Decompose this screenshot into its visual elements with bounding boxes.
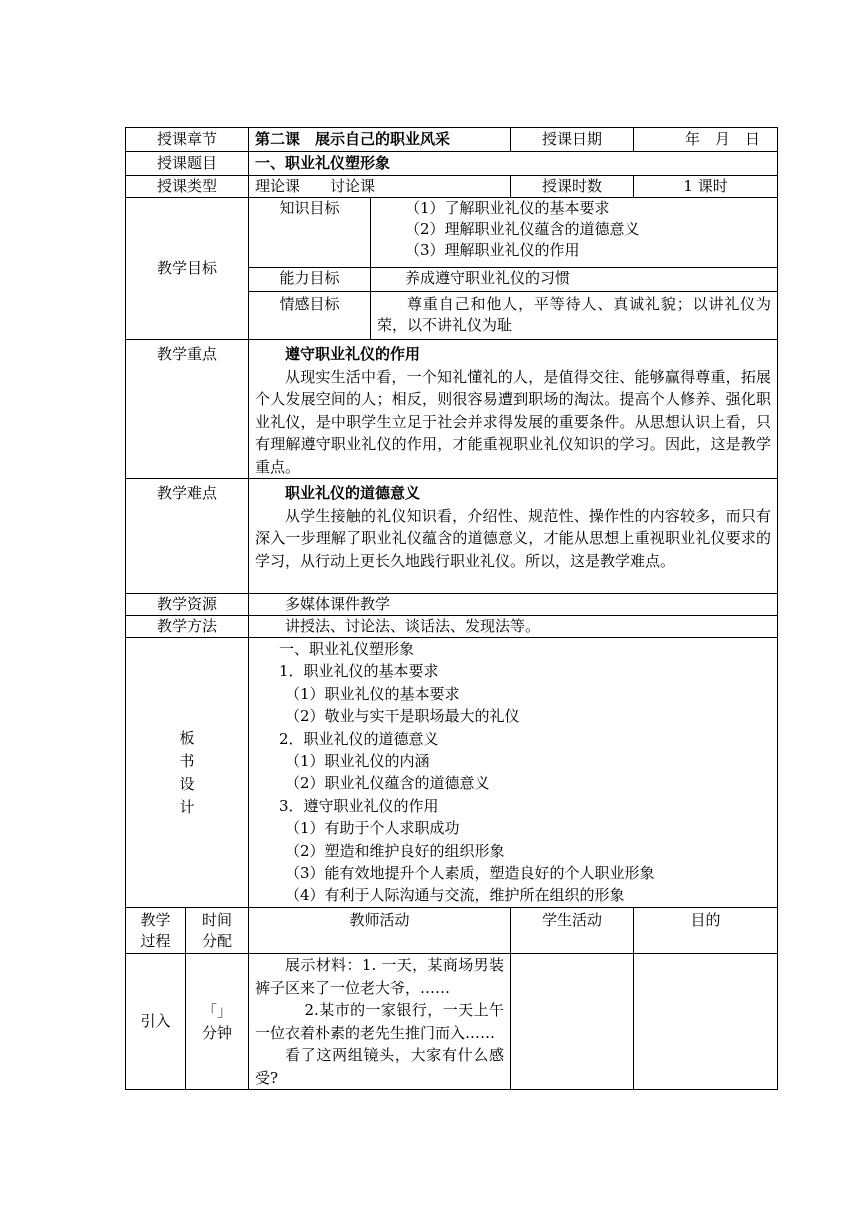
resources-value: 多媒体课件教学 — [249, 594, 778, 616]
board-line: （2）职业礼仪蕴含的道德意义 — [285, 774, 490, 793]
ability-goal-value: 养成遵守职业礼仪的习惯 — [371, 268, 778, 292]
hours-label: 授课时数 — [511, 176, 634, 198]
knowledge-item: （3）理解职业礼仪的作用 — [405, 241, 580, 259]
methods-label: 教学方法 — [126, 616, 249, 638]
intro-teacher-activity — [249, 954, 511, 1090]
resources-label: 教学资源 — [126, 594, 249, 616]
knowledge-goal-label: 知识目标 — [249, 198, 371, 268]
board-label-char: 设 — [179, 774, 195, 793]
purpose-header: 目的 — [634, 908, 778, 954]
objectives-label: 教学目标 — [126, 198, 249, 340]
board-line: （2）敬业与实干是职场最大的礼仪 — [285, 707, 520, 726]
difficulty-content — [249, 479, 778, 594]
knowledge-item: （2）理解职业礼仪蕴含的道德意义 — [405, 220, 640, 238]
topic-value: 一、职业礼仪塑形象 — [249, 152, 778, 176]
lesson-plan-table — [125, 127, 778, 1090]
difficulty-text: 从学生接触的礼仪知识看，介绍性、规范性、操作性的内容较多，而只有深入一步理解了职业礼仪蕴含的道德意义，才能从思想上重视职业礼仪要求的学习，从行动上更长久地践行职业礼仪。所以，这是教学难点。 — [255, 506, 772, 570]
board-line: （1）有助于个人求职成功 — [285, 819, 460, 838]
intro-teacher-line: 2.某市的一家银行，一天上午一位衣着朴素的老先生推门而入…… — [255, 1001, 505, 1042]
intro-time-bracket: 「」 — [202, 1001, 233, 1020]
knowledge-goal-list — [371, 198, 778, 268]
board-line: （1）职业礼仪的内涵 — [285, 752, 430, 771]
process-header-row — [126, 908, 778, 954]
intro-student-activity — [511, 954, 634, 1090]
intro-row — [126, 954, 778, 1090]
knowledge-item: （1）了解职业礼仪的基本要求 — [405, 199, 610, 217]
board-line: （4）有利于人际沟通与交流，维护所在组织的形象 — [285, 886, 625, 905]
board-line: （2）塑造和维护良好的组织形象 — [285, 841, 505, 860]
teacher-activity-header: 教师活动 — [249, 908, 511, 954]
board-design-content — [249, 638, 778, 908]
intro-stage: 引入 — [126, 954, 186, 1090]
date-label: 授课日期 — [511, 128, 634, 152]
resources-row — [126, 594, 778, 616]
chapter-row — [126, 128, 778, 152]
emotion-goal-text: 尊重自己和他人，平等待人、真诚礼貌；以讲礼仪为荣，以不讲礼仪为耻 — [377, 295, 772, 334]
chapter-value: 第二课 展示自己的职业风采 — [249, 128, 511, 152]
process-time-header: 时间分配 — [186, 908, 249, 954]
methods-row — [126, 616, 778, 638]
board-line: （1）职业礼仪的基本要求 — [285, 684, 460, 703]
difficulty-label: 教学难点 — [126, 479, 249, 594]
board-label-char: 计 — [179, 797, 195, 816]
student-activity-header: 学生活动 — [511, 908, 634, 954]
key-point-text: 从现实生活中看，一个知礼懂礼的人，是值得交往、能够赢得尊重，拓展个人发展空间的人；相反，则很容易遭到职场的淘汰。提高个人修养、强化职业礼仪，是中职学生立足于社会并求得发展的重要条件。从思想认识上看，只有理解遵守职业礼仪的作用，才能重视职业礼仪知识的学习。因此，这是教学重点。 — [255, 367, 772, 476]
board-label-char: 书 — [179, 751, 195, 770]
intro-purpose — [634, 954, 778, 1090]
topic-row — [126, 152, 778, 176]
key-point-row — [126, 340, 778, 479]
intro-time-unit: 分钟 — [202, 1023, 233, 1042]
hours-value: 1 课时 — [634, 176, 778, 198]
difficulty-row — [126, 479, 778, 594]
knowledge-goal-row — [126, 198, 778, 268]
process-stage-header: 教学过程 — [126, 908, 186, 954]
type-row — [126, 176, 778, 198]
board-line: 1．职业礼仪的基本要求 — [279, 662, 439, 681]
board-label-char: 板 — [179, 728, 195, 747]
intro-teacher-line: 看了这两组镜头，大家有什么感受? — [255, 1046, 505, 1087]
board-design-label — [126, 638, 249, 908]
topic-label: 授课题目 — [126, 152, 249, 176]
date-value: 年 月 日 — [634, 128, 778, 152]
emotion-goal-label: 情感目标 — [249, 292, 371, 340]
type-value: 理论课 讨论课 — [249, 176, 511, 198]
type-label: 授课类型 — [126, 176, 249, 198]
board-line: 2．职业礼仪的道德意义 — [279, 729, 439, 748]
methods-value: 讲授法、讨论法、谈话法、发现法等。 — [249, 616, 778, 638]
board-line: （3）能有效地提升个人素质，塑造良好的个人职业形象 — [285, 864, 655, 883]
key-point-title: 遵守职业礼仪的作用 — [285, 345, 421, 363]
board-line: 一、职业礼仪塑形象 — [279, 640, 415, 658]
intro-time — [186, 954, 249, 1090]
key-point-label: 教学重点 — [126, 340, 249, 479]
difficulty-title: 职业礼仪的道德意义 — [285, 484, 421, 502]
board-line: 3．遵守职业礼仪的作用 — [279, 796, 439, 815]
emotion-goal-value — [371, 292, 778, 340]
chapter-label: 授课章节 — [126, 128, 249, 152]
intro-teacher-line: 展示材料：1. 一天，某商场男装裤子区来了一位老大爷，…… — [255, 956, 505, 997]
board-design-row — [126, 638, 778, 908]
key-point-content — [249, 340, 778, 479]
ability-goal-label: 能力目标 — [249, 268, 371, 292]
